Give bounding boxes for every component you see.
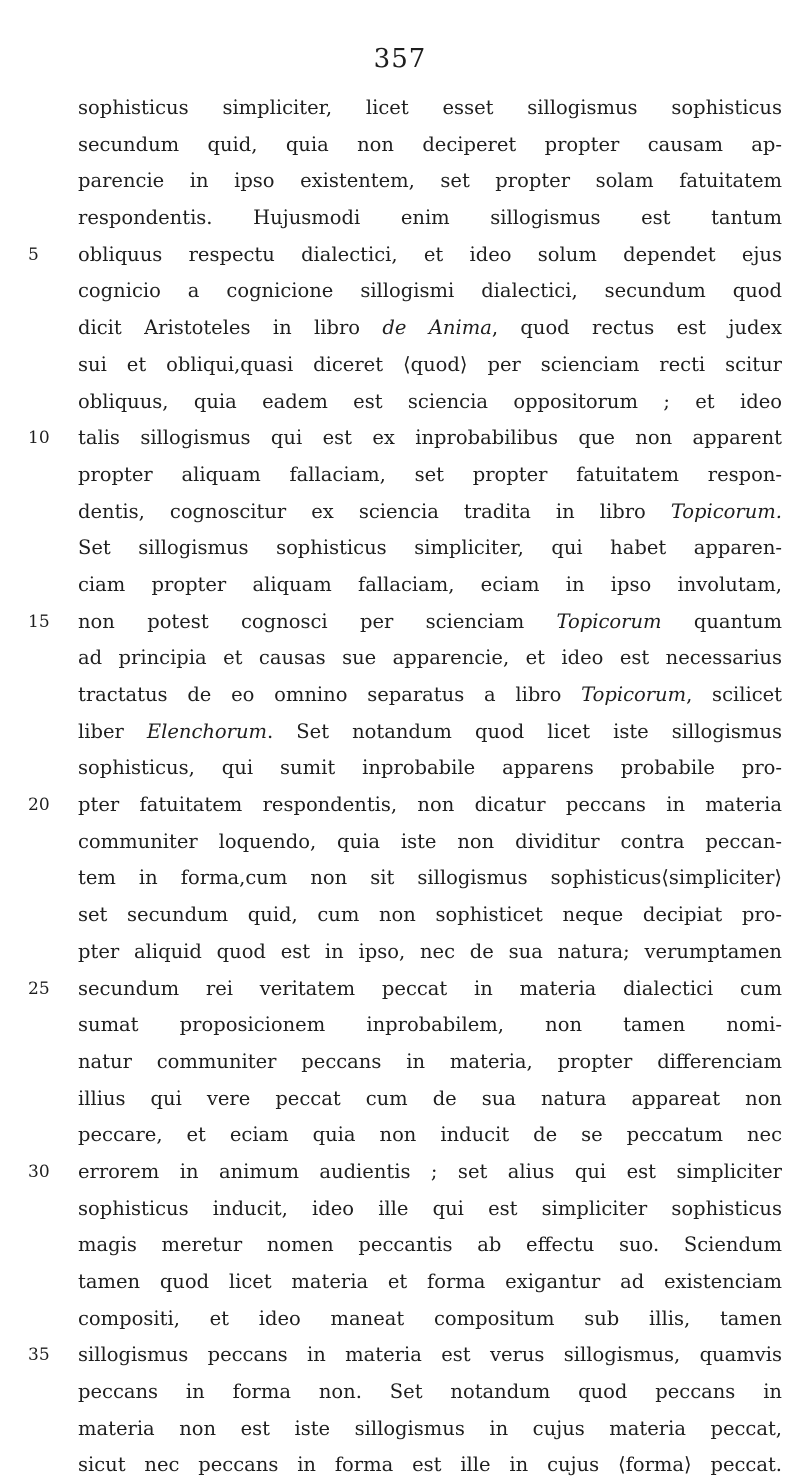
text-line bbox=[0, 90, 800, 127]
line-text bbox=[78, 237, 782, 274]
line-text bbox=[78, 310, 782, 347]
text-segment: peccare, et eciam quia non inducit de se peccatum nec bbox=[78, 1123, 782, 1147]
text-segment: non potest cognosci per scienciam bbox=[78, 609, 557, 633]
line-text bbox=[78, 1411, 782, 1448]
text-segment: secundum quid, quia non deciperet propter causam ap- bbox=[78, 132, 782, 156]
text-segment: sophisticus, qui sumit inprobabile apparens probabile pro- bbox=[78, 756, 782, 780]
text-line bbox=[0, 273, 800, 310]
text-line bbox=[0, 787, 800, 824]
text-line bbox=[0, 1154, 800, 1191]
line-text bbox=[78, 1154, 782, 1191]
line-text bbox=[78, 273, 782, 310]
line-text bbox=[78, 494, 782, 531]
line-number: 15 bbox=[28, 611, 50, 632]
text-line bbox=[0, 163, 800, 200]
line-text bbox=[78, 90, 782, 127]
text-line bbox=[0, 750, 800, 787]
text-segment: quantum bbox=[661, 609, 782, 633]
line-text bbox=[78, 934, 782, 971]
text-line bbox=[0, 640, 800, 677]
text-line bbox=[0, 1411, 800, 1448]
text-segment: dentis, cognoscitur ex sciencia tradita in libro bbox=[78, 499, 671, 523]
line-text bbox=[78, 1044, 782, 1081]
line-text bbox=[78, 200, 782, 237]
line-text bbox=[78, 457, 782, 494]
text-line bbox=[0, 1044, 800, 1081]
text-segment: sicut nec peccans in forma est ille in cujus ⟨forma⟩ peccat. bbox=[78, 1453, 782, 1477]
text-segment: sophisticus simpliciter, licet esset sillogismus sophisticus bbox=[78, 96, 782, 119]
text-segment: obliquus respectu dialectici, et ideo solum dependet ejus bbox=[78, 242, 782, 266]
text-segment: ad principia et causas sue apparencie, et ideo est necessarius bbox=[78, 646, 782, 670]
line-text bbox=[78, 1447, 782, 1484]
text-segment: propter aliquam fallaciam, set propter fatuitatem respon- bbox=[78, 462, 782, 486]
text-line bbox=[0, 384, 800, 421]
line-text bbox=[78, 640, 782, 677]
text-segment: sophisticus inducit, ideo ille qui est simpliciter sophisticus bbox=[78, 1196, 782, 1220]
line-number: 20 bbox=[28, 795, 50, 816]
italic-title: Elenchorum bbox=[146, 719, 268, 743]
text-line bbox=[0, 677, 800, 714]
line-text bbox=[78, 1007, 782, 1044]
line-number: 10 bbox=[28, 428, 50, 449]
text-line bbox=[0, 347, 800, 384]
text-segment: illius qui vere peccat cum de sua natura appareat non bbox=[78, 1086, 782, 1110]
line-text bbox=[78, 714, 782, 751]
text-line bbox=[0, 934, 800, 971]
line-text bbox=[78, 750, 782, 787]
line-text bbox=[78, 897, 782, 934]
text-segment: . Set notandum quod licet iste sillogismus bbox=[267, 719, 782, 743]
body-text bbox=[0, 90, 800, 1484]
text-segment: , scilicet bbox=[686, 683, 782, 706]
text-line bbox=[0, 714, 800, 751]
text-segment: natur communiter peccans in materia, propter differenciam bbox=[78, 1049, 782, 1073]
text-segment: tractatus de eo omnino separatus a libro bbox=[78, 683, 582, 706]
text-segment: secundum rei veritatem peccat in materia dialectici cum bbox=[78, 976, 782, 1000]
line-text bbox=[78, 1117, 782, 1154]
text-segment: materia non est iste sillogismus in cujus materia peccat, bbox=[78, 1416, 782, 1440]
page-number: 357 bbox=[373, 44, 427, 74]
line-text bbox=[78, 384, 782, 421]
line-text bbox=[78, 1301, 782, 1338]
line-text bbox=[78, 677, 782, 714]
text-segment: communiter loquendo, quia iste non dividitur contra peccan- bbox=[78, 829, 782, 853]
text-line bbox=[0, 237, 800, 274]
text-line bbox=[0, 1081, 800, 1118]
text-line bbox=[0, 420, 800, 457]
line-text bbox=[78, 971, 782, 1008]
text-segment: set secundum quid, cum non sophisticet neque decipiat pro- bbox=[78, 903, 782, 927]
text-line bbox=[0, 971, 800, 1008]
text-segment: sumat proposicionem inprobabilem, non tamen nomi- bbox=[78, 1013, 782, 1037]
text-line bbox=[0, 1007, 800, 1044]
text-line bbox=[0, 1117, 800, 1154]
text-line bbox=[0, 567, 800, 604]
line-number: 5 bbox=[28, 244, 39, 265]
line-text bbox=[78, 1227, 782, 1264]
line-text bbox=[78, 604, 782, 641]
line-text bbox=[78, 1264, 782, 1301]
text-segment: sillogismus peccans in materia est verus sillogismus, quamvis bbox=[78, 1343, 782, 1367]
text-segment: Set sillogismus sophisticus simpliciter, qui habet apparen- bbox=[78, 536, 782, 560]
text-line bbox=[0, 1191, 800, 1228]
text-line bbox=[0, 457, 800, 494]
text-line bbox=[0, 1374, 800, 1411]
line-text bbox=[78, 347, 782, 384]
text-segment: parencie in ipso existentem, set propter solam fatuitatem bbox=[78, 169, 782, 193]
text-segment: pter aliquid quod est in ipso, nec de sua natura; verumptamen bbox=[78, 939, 782, 963]
text-line bbox=[0, 897, 800, 934]
line-text bbox=[78, 530, 782, 567]
line-text bbox=[78, 787, 782, 824]
text-segment: liber bbox=[78, 719, 147, 743]
text-segment: magis meretur nomen peccantis ab effectu suo. Sciendum bbox=[78, 1233, 782, 1257]
italic-title: de Anima bbox=[382, 316, 492, 340]
text-line bbox=[0, 1301, 800, 1338]
text-line bbox=[0, 604, 800, 641]
line-text bbox=[78, 824, 782, 861]
text-segment: compositi, et ideo maneat compositum sub illis, tamen bbox=[78, 1306, 782, 1330]
text-line bbox=[0, 200, 800, 237]
italic-title: Topicorum. bbox=[670, 499, 782, 523]
line-text bbox=[78, 860, 782, 897]
text-line bbox=[0, 127, 800, 164]
text-line bbox=[0, 1264, 800, 1301]
text-segment: tem in forma,cum non sit sillogismus sophisticus⟨simpliciter⟩ bbox=[78, 866, 782, 890]
text-line bbox=[0, 1337, 800, 1374]
text-line bbox=[0, 1227, 800, 1264]
line-text bbox=[78, 567, 782, 604]
italic-title: Topicorum bbox=[556, 609, 662, 633]
line-number: 30 bbox=[28, 1161, 50, 1182]
text-line bbox=[0, 1447, 800, 1484]
line-text bbox=[78, 1191, 782, 1228]
text-line bbox=[0, 824, 800, 861]
line-text bbox=[78, 163, 782, 200]
line-text bbox=[78, 1081, 782, 1118]
text-segment: pter fatuitatem respondentis, non dicatur peccans in materia bbox=[78, 793, 782, 817]
text-line bbox=[0, 860, 800, 897]
line-number: 25 bbox=[28, 978, 50, 999]
text-segment: peccans in forma non. Set notandum quod peccans in bbox=[78, 1380, 782, 1404]
text-segment: ciam propter aliquam fallaciam, eciam in ipso involutam, bbox=[78, 572, 782, 596]
text-segment: tamen quod licet materia et forma exigantur ad existenciam bbox=[78, 1270, 782, 1293]
text-segment: respondentis. Hujusmodi enim sillogismus est tantum bbox=[78, 206, 782, 230]
line-text bbox=[78, 127, 782, 164]
line-text bbox=[78, 1374, 782, 1411]
line-text bbox=[78, 420, 782, 457]
line-number: 35 bbox=[28, 1345, 50, 1366]
text-segment: errorem in animum audientis ; set alius qui est simpliciter bbox=[78, 1159, 782, 1183]
text-line bbox=[0, 530, 800, 567]
line-text bbox=[78, 1337, 782, 1374]
text-line bbox=[0, 494, 800, 531]
text-segment: sui et obliqui,quasi diceret ⟨quod⟩ per scienciam recti scitur bbox=[78, 352, 782, 376]
text-segment: dicit Aristoteles in libro bbox=[78, 316, 383, 340]
italic-title: Topicorum bbox=[581, 683, 687, 706]
text-segment: obliquus, quia eadem est sciencia oppositorum ; et ideo bbox=[78, 389, 782, 413]
text-line bbox=[0, 310, 800, 347]
text-segment: , quod rectus est judex bbox=[491, 316, 782, 340]
text-segment: cognicio a cognicione sillogismi dialectici, secundum quod bbox=[78, 279, 782, 303]
text-segment: talis sillogismus qui est ex inprobabilibus que non apparent bbox=[78, 426, 782, 450]
